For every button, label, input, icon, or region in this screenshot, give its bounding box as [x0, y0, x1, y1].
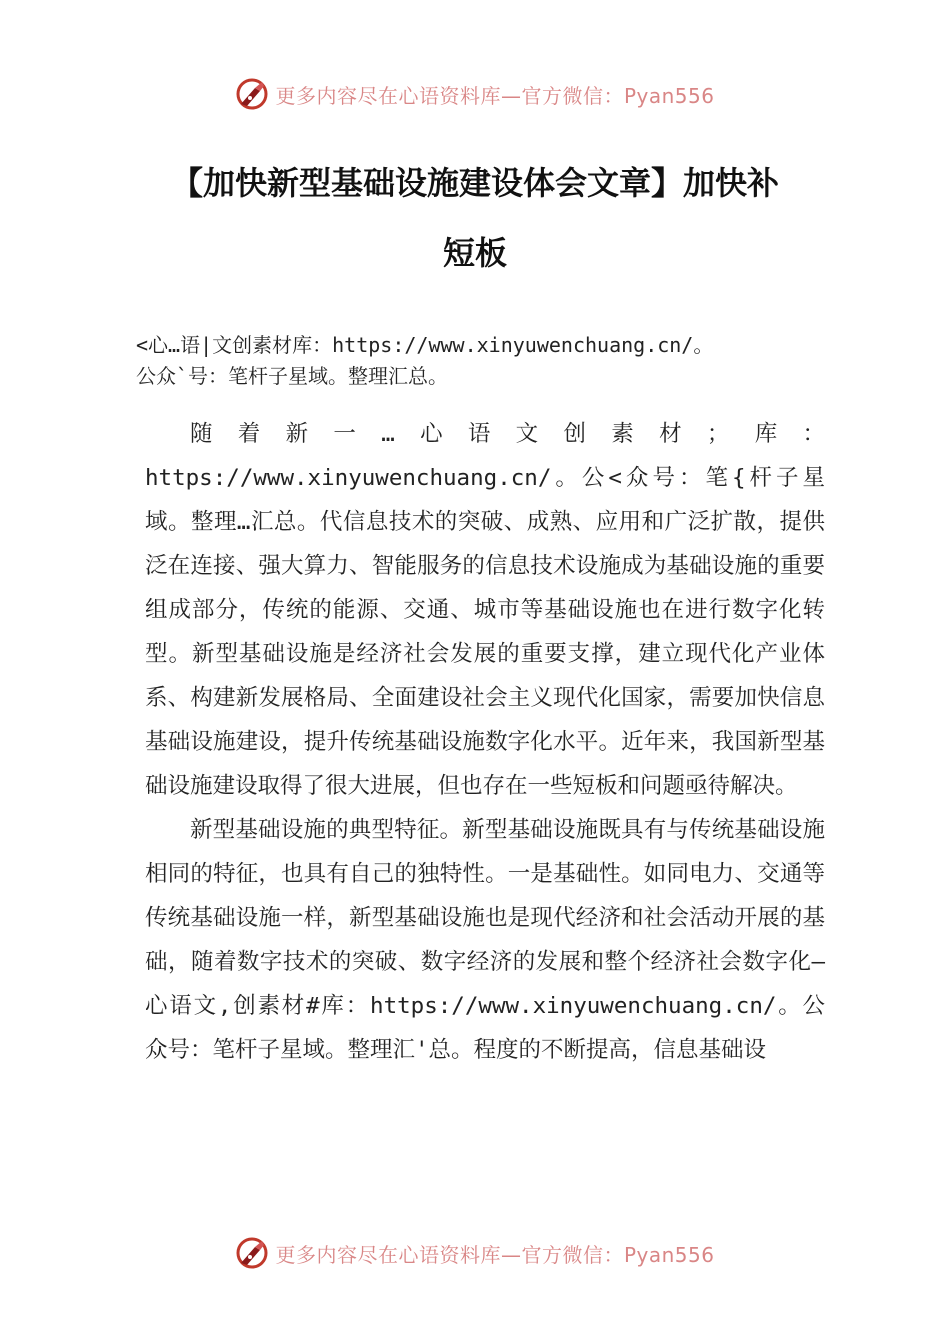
- footer-banner-text: 更多内容尽在心语资料库—官方微信：Pyan556: [275, 1242, 715, 1267]
- document-title: [100, 148, 850, 288]
- paragraph-1: 随着新一…心语文创素材；库：https://www.xinyuwenchuang.cn/。公<众号：笔{杆子星域。整理…汇总。代信息技术的突破、成熟、应用和广泛扩散，提供泛在连接、强大算力、智能服务的信息技术设施成为基础设施的重要组成部分，传统的能源、交通、城市等基础设施也在进行数字化转型。新型基础设施是经济社会发展的重要支撑，建立现代化产业体系、构建新发展格局、全面建设社会主义现代化国家，需要加快信息基础设施建设，提升传统基础设施数字化水平。近年来，我国新型基础设施建设取得了很大进展，但也存在一些短板和问题亟待解决。: [145, 421, 825, 799]
- title-line-1: 【加快新型基础设施建设体会文章】加快补: [170, 164, 779, 202]
- footer-banner: [0, 1233, 950, 1273]
- pen-nib-logo-icon: [235, 77, 269, 111]
- document-body: [145, 412, 825, 1072]
- source-line-2: 公众`号：笔杆子星域。整理汇总。: [136, 364, 449, 388]
- source-line-1: <心…语|文创素材库：https://www.xinyuwenchuang.cn/。: [136, 333, 714, 357]
- paragraph-2: 新型基础设施的典型特征。新型基础设施既具有与传统基础设施相同的特征，也具有自己的独特性。一是基础性。如同电力、交通等传统基础设施一样，新型基础设施也是现代经济和社会活动开展的基础，随着数字技术的突破、数字经济的发展和整个经济社会数字化—心语文,创素材#库：https://www.xinyuwenchuang.cn/。公众号：笔杆子星域。整理汇'总。程度的不断提高，信息基础设: [145, 817, 825, 1063]
- header-banner: [0, 74, 950, 114]
- header-banner-text: 更多内容尽在心语资料库—官方微信：Pyan556: [275, 83, 715, 108]
- pen-nib-logo-icon: [235, 1236, 269, 1270]
- title-line-2: 短板: [442, 234, 507, 272]
- source-note: [136, 330, 836, 392]
